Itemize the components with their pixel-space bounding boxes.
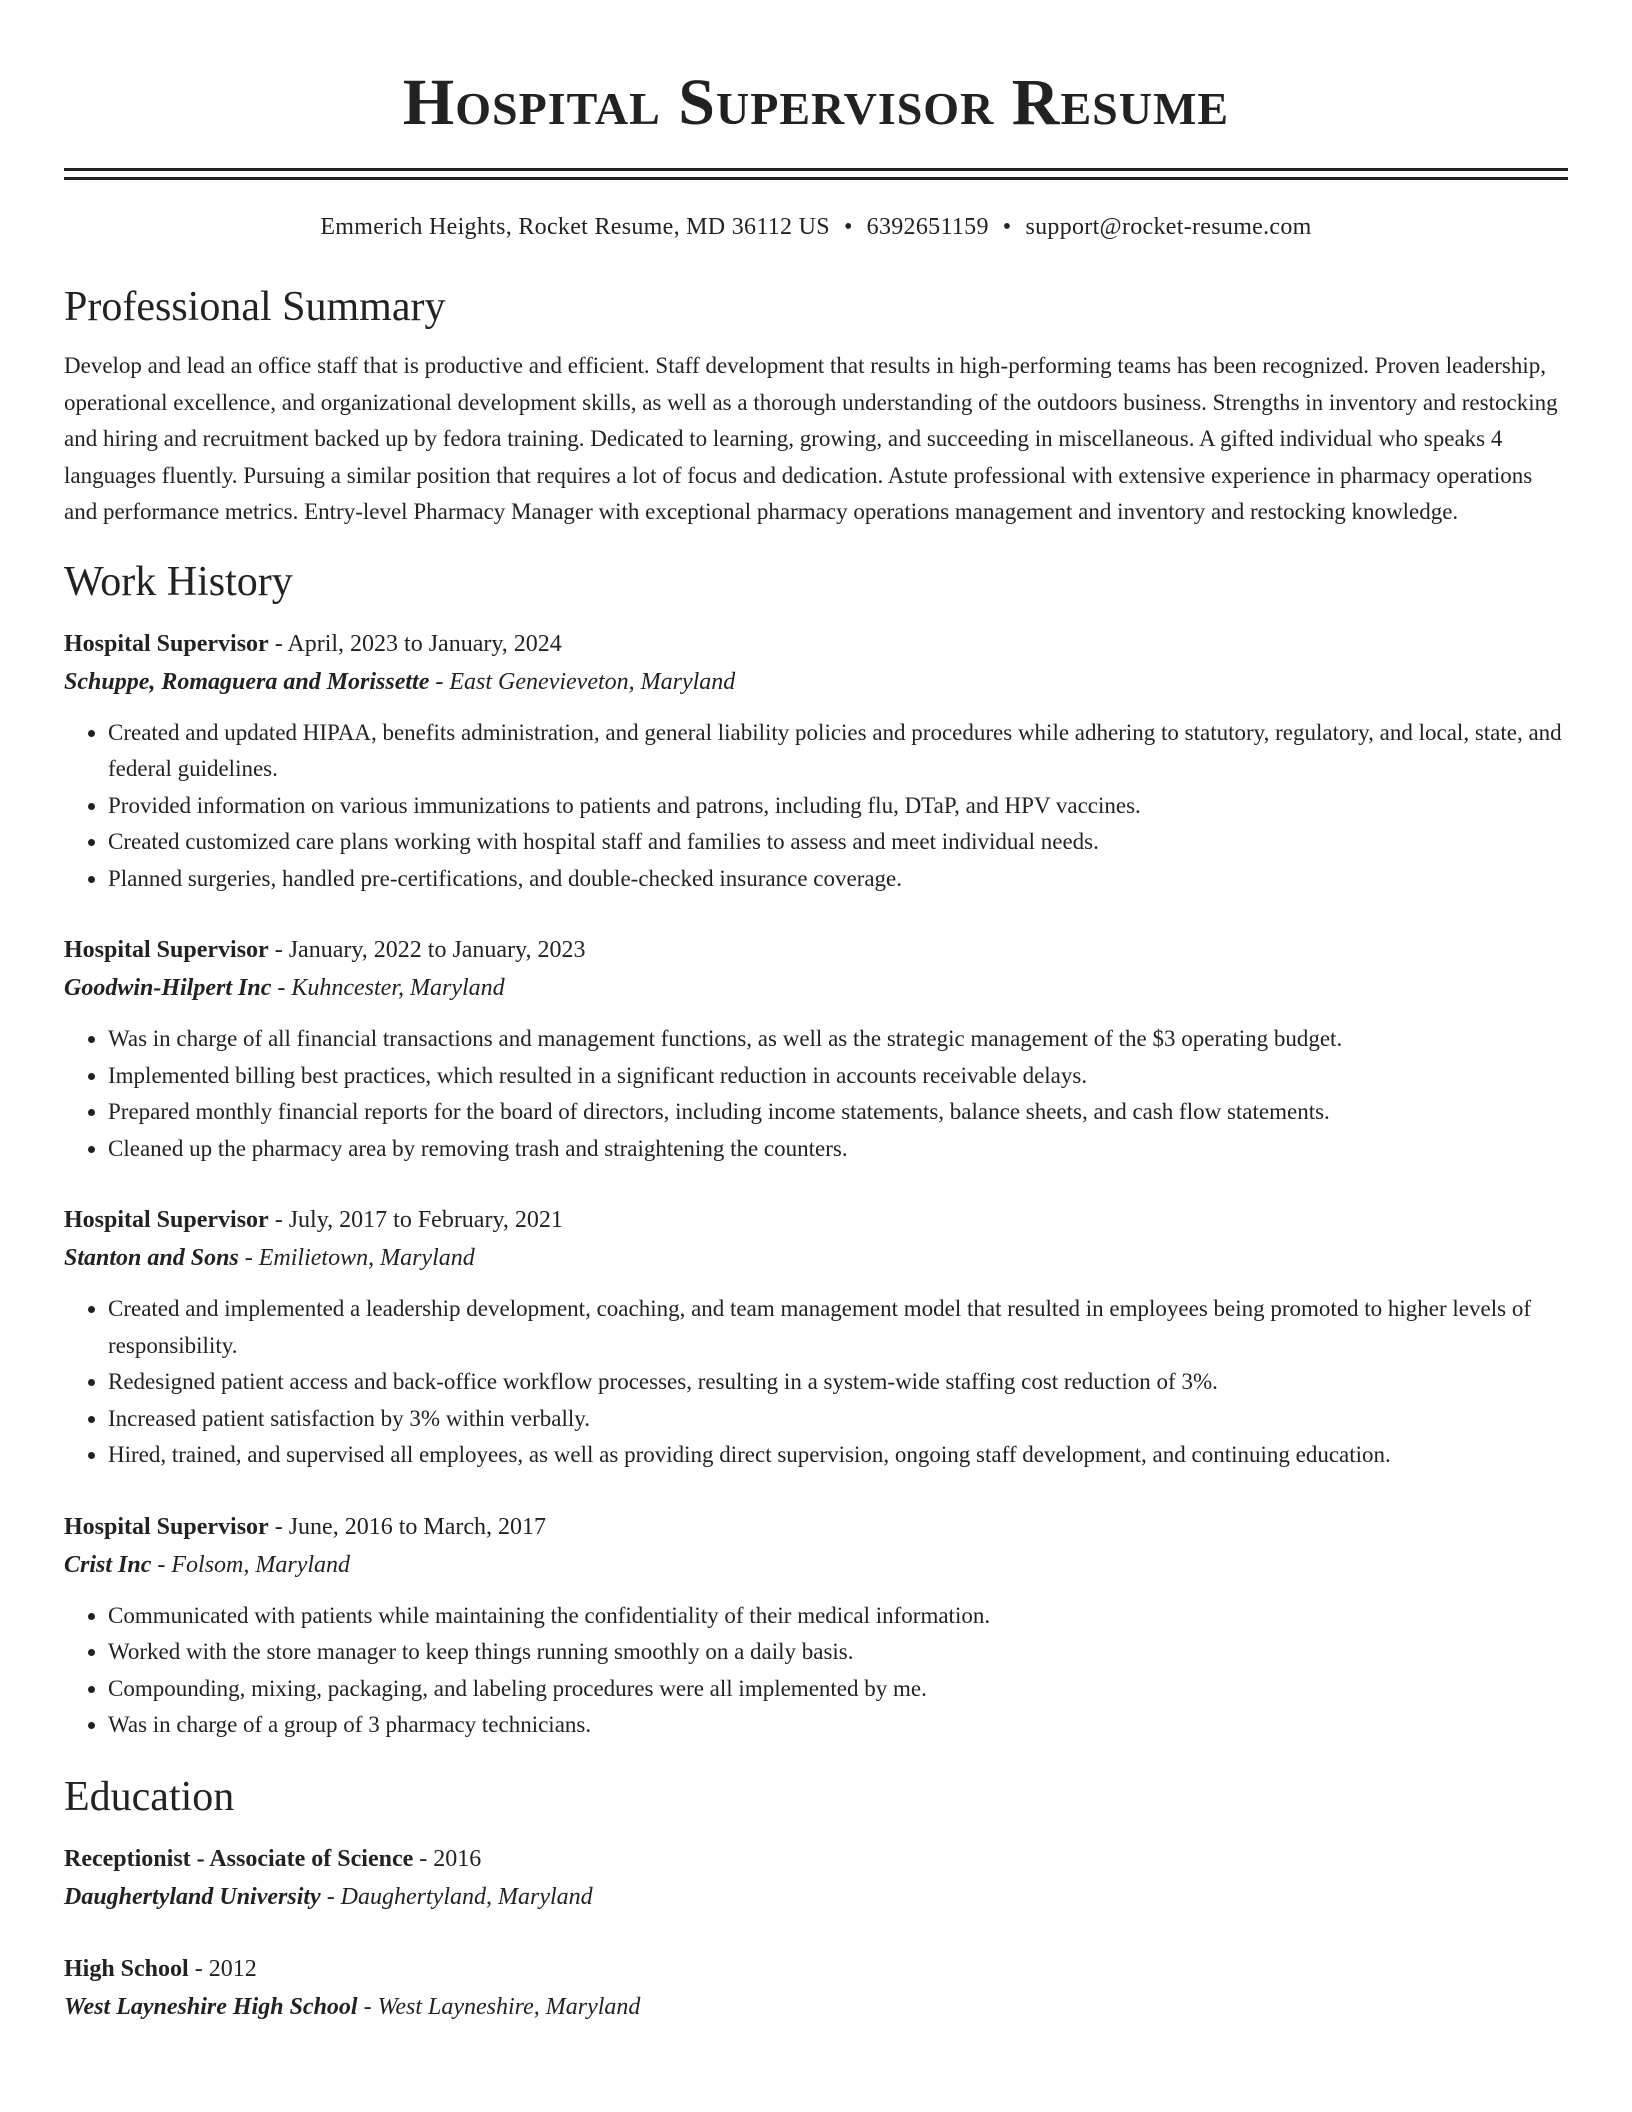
job-title: Hospital Supervisor [64,1207,269,1233]
job-title: Hospital Supervisor [64,630,269,657]
company-name: Stanton and Sons [64,1245,239,1271]
company-location: - Emilietown, Maryland [238,1245,475,1271]
school-name: Daughertyland University [64,1883,321,1910]
title-divider-top [64,168,1568,171]
education-entry [64,1950,1568,2026]
school-line [64,1878,1568,1916]
degree-line [64,1840,1568,1878]
resume-title: Hospital Supervisor Resume [402,66,1230,139]
contact-phone: 6392651159 [866,214,989,240]
job-bullets [64,1598,1568,1744]
contact-separator: • [843,214,853,240]
contact-line [64,214,1568,246]
job-bullet: • Prepared monthly financial reports for the board of directors, including income statements, balance sheets, and cash flow statements. [108,1094,1568,1131]
job-entry [64,931,1568,1167]
job-dates: - July, 2017 to February, 2021 [268,1207,563,1233]
job-entry [64,625,1568,898]
school-line [64,1988,1568,2026]
summary-section [64,282,1568,531]
company-name: Schuppe, Romaguera and Morissette [64,668,430,695]
job-dates: - January, 2022 to January, 2023 [268,937,586,963]
job-bullet: • Worked with the store manager to keep things running smoothly on a daily basis. [108,1634,1568,1671]
summary-heading: Professional Summary [64,284,446,330]
summary-text: Develop and lead an office staff that is productive and efficient. Staff development that results in high-performing teams has been recognized. Proven leadership, operational excellence, and organizational development skills, as well as a thorough understanding of the outdoors business. Strengths in inventory and restocking and hiring and recruitment backed up by fedora training. Dedicated to learning, growing, and succeeding in miscellaneous. A gifted individual who speaks 4 languages fluently. Pursuing a similar position that requires a lot of focus and dedication. Astute professional with extensive experience in pharmacy operations and performance metrics. Entry-level Pharmacy Manager with exceptional pharmacy operations management and inventory and restocking knowledge. [64,353,1558,524]
job-bullet: • Created and implemented a leadership development, coaching, and team management model that resulted in employees being promoted to higher levels of responsibility. [108,1291,1568,1364]
degree-name: High School [64,1955,189,1982]
school-location: - West Layneshire, Maryland [357,1993,641,2020]
job-bullet: • Cleaned up the pharmacy area by removing trash and straightening the counters. [108,1131,1568,1168]
job-bullets [64,1291,1568,1474]
job-bullet: • Increased patient satisfaction by 3% within verbally. [108,1401,1568,1438]
job-dates: - April, 2023 to January, 2024 [268,630,562,657]
education-entry [64,1840,1568,1916]
degree-year: - 2012 [188,1955,257,1982]
job-bullet: • Implemented billing best practices, which resulted in a significant reduction in accounts receivable delays. [108,1058,1568,1095]
job-title-line [64,625,1568,663]
company-location: - East Genevieveton, Maryland [429,668,736,695]
job-bullet: • Created and updated HIPAA, benefits administration, and general liability policies and procedures while adhering to statutory, regulatory, and local, state, and federal guidelines. [108,715,1568,788]
job-title-line [64,931,1568,969]
job-bullet: • Provided information on various immunizations to patients and patrons, including flu, DTaP, and HPV vaccines. [108,788,1568,825]
job-bullets [64,715,1568,898]
school-location: - Daughertyland, Maryland [320,1883,593,1910]
contact-address: Emmerich Heights, Rocket Resume, MD 36112 US [320,214,830,240]
school-name: West Layneshire High School [64,1993,358,2020]
degree-line [64,1950,1568,1988]
job-bullet: • Redesigned patient access and back-office workflow processes, resulting in a system-wide staffing cost reduction of 3%. [108,1364,1568,1401]
company-line [64,1546,1568,1584]
job-entry [64,1508,1568,1744]
job-entry [64,1201,1568,1474]
company-location: - Folsom, Maryland [151,1551,351,1578]
job-bullet: • Compounding, mixing, packaging, and labeling procedures were all implemented by me. [108,1671,1568,1708]
job-bullet: • Was in charge of all financial transactions and management functions, as well as the strategic management of the $3 operating budget. [108,1021,1568,1058]
job-title-line [64,1508,1568,1546]
company-name: Crist Inc [64,1551,152,1578]
degree-year: - 2016 [413,1845,482,1872]
education-heading: Education [64,1773,235,1820]
job-bullets [64,1021,1568,1167]
job-bullet: • Hired, trained, and supervised all employees, as well as providing direct supervision, ongoing staff development, and continuing education. [108,1437,1568,1474]
job-bullet: • Created customized care plans working with hospital staff and families to assess and meet individual needs. [108,824,1568,861]
job-title: Hospital Supervisor [64,1513,269,1540]
job-bullet: • Planned surgeries, handled pre-certifications, and double-checked insurance coverage. [108,861,1568,898]
job-dates: - June, 2016 to March, 2017 [268,1513,546,1540]
company-line [64,969,1568,1007]
work-history-heading: Work History [64,558,293,605]
title-divider-bottom [64,177,1568,180]
job-bullet: • Was in charge of a group of 3 pharmacy technicians. [108,1707,1568,1744]
job-title-line [64,1201,1568,1239]
company-line [64,1239,1568,1277]
work-history-section [64,557,1568,1744]
job-title: Hospital Supervisor [64,937,269,963]
company-line [64,663,1568,701]
company-location: - Kuhncester, Maryland [271,975,505,1001]
contact-email: support@rocket-resume.com [1025,214,1312,240]
degree-name: Receptionist - Associate of Science [64,1845,414,1872]
education-section [64,1772,1568,2026]
job-bullet: • Communicated with patients while maintaining the confidentiality of their medical information. [108,1598,1568,1635]
company-name: Goodwin-Hilpert Inc [64,975,272,1001]
contact-separator: • [1002,214,1012,240]
